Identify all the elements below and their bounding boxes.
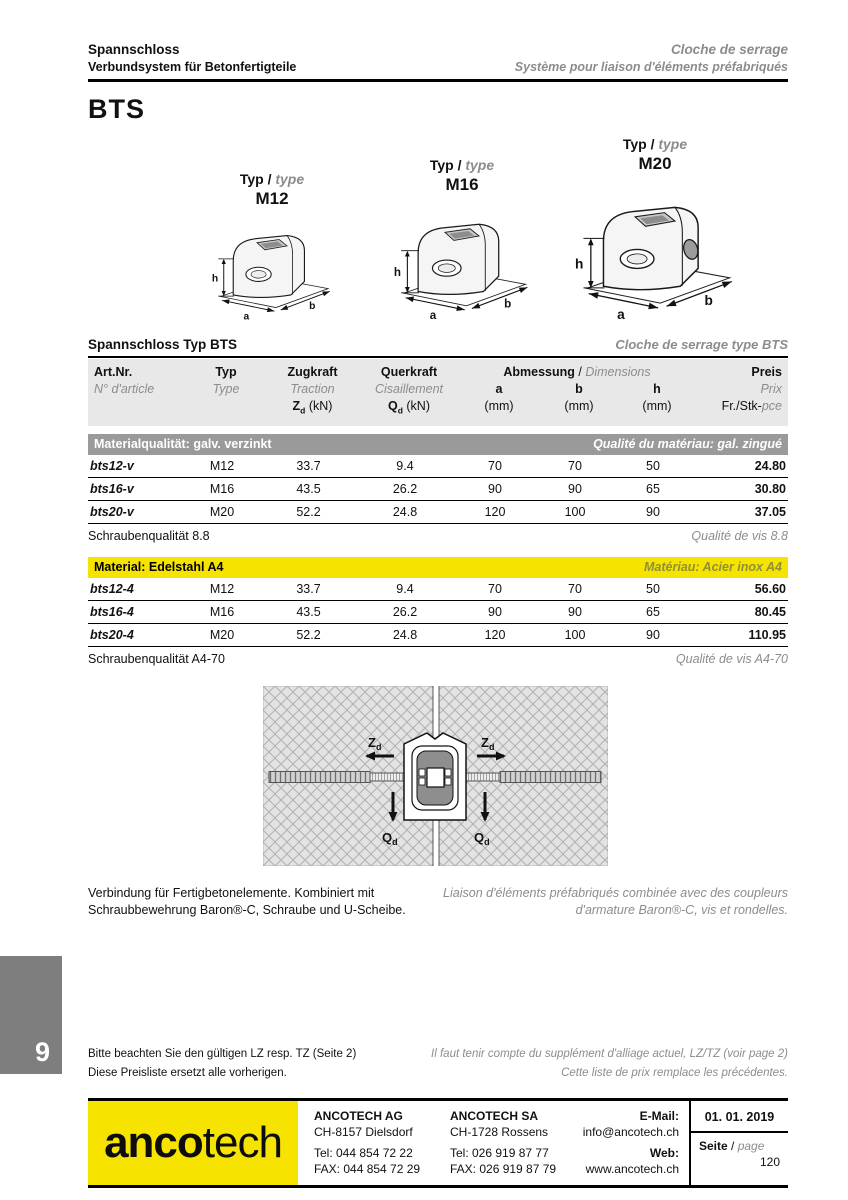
figure-m12	[177, 171, 367, 321]
cell-querkraft: 24.8	[392, 627, 418, 642]
cell-preis: 80.45	[754, 604, 786, 619]
cell-typ: M20	[209, 504, 235, 519]
cell-a: 70	[488, 581, 502, 596]
cell-b: 90	[568, 604, 582, 619]
col-preis-unit: Fr./Stk-pce	[721, 399, 782, 413]
cell-typ: M12	[209, 458, 235, 473]
note2-fr: Cette liste de prix remplace les précédentes.	[561, 1067, 788, 1079]
price-list-date: 01. 01. 2019	[691, 1101, 788, 1133]
page-indicator: Seite / page 120	[699, 1139, 780, 1169]
col-a-unit: (mm)	[484, 399, 514, 413]
cell-zugkraft: 33.7	[296, 581, 321, 596]
cell-artnr: bts20-4	[90, 627, 134, 642]
col-querkraft-de: Querkraft	[380, 365, 438, 379]
cell-h: 50	[646, 581, 660, 596]
cell-h: 90	[646, 504, 660, 519]
section-bar-galvanized: Materialqualität: galv. verzinkt Qualité du matériau: gal. zingué	[88, 434, 788, 455]
cell-artnr: bts12-v	[90, 458, 134, 473]
cell-h: 65	[646, 604, 660, 619]
contact-links	[582, 1101, 689, 1185]
figure-type-label: Typ / type	[429, 157, 495, 173]
cell-artnr: bts12-4	[90, 581, 134, 596]
cell-typ: M16	[209, 481, 235, 496]
figure-m16	[362, 157, 562, 321]
cell-zugkraft: 43.5	[296, 481, 321, 496]
cell-querkraft: 26.2	[392, 481, 418, 496]
figure-model: M16	[445, 175, 479, 194]
table-row	[88, 578, 788, 601]
col-artnr-fr: N° d'article	[94, 382, 155, 396]
page-number: 120	[759, 1155, 780, 1169]
col-dim-a: a	[495, 382, 503, 396]
cell-h: 65	[646, 481, 660, 496]
col-zugkraft-sym: $Z_d$ (kN)	[292, 399, 333, 416]
zd-label-left: $Z_d$	[368, 734, 382, 752]
table-heading	[88, 337, 788, 358]
chapter-number: 9	[34, 1037, 50, 1067]
page-header	[88, 0, 788, 82]
cell-zugkraft: 52.2	[296, 504, 321, 519]
description-de: Verbindung für Fertigbetonelemente. Kombiniert mit Schraubbewehrung Baron®-C, Schraube und U-Scheibe.	[88, 885, 406, 917]
table-row	[88, 478, 788, 501]
figure-model: M20	[638, 154, 672, 173]
address-sa: ANCOTECH SA CH-1728 Rossens Tel: 026 919 87 77 FAX: 026 919 87 79	[450, 1109, 557, 1176]
cell-zugkraft: 52.2	[296, 627, 321, 642]
cell-typ: M20	[209, 627, 235, 642]
cell-typ: M16	[209, 604, 235, 619]
cell-zugkraft: 43.5	[296, 604, 321, 619]
cell-a: 120	[484, 504, 506, 519]
cell-querkraft: 9.4	[396, 458, 414, 473]
cell-h: 50	[646, 458, 660, 473]
col-querkraft-sym: $Q_d$ (kN)	[387, 399, 430, 416]
col-preis-fr: Prix	[760, 382, 782, 396]
page-footer	[88, 1098, 788, 1188]
web-label: Web:	[649, 1146, 679, 1160]
col-typ-fr: Type	[212, 382, 240, 396]
table-row	[88, 455, 788, 478]
cell-artnr: bts16-v	[90, 481, 134, 496]
col-typ-de: Typ	[215, 365, 237, 379]
col-abmessung: Abmessung / Dimensions	[503, 365, 651, 379]
col-dim-h: h	[653, 382, 661, 396]
figure-type-label: Typ / type	[622, 136, 688, 152]
header-title-fr: Cloche de serrage	[670, 42, 788, 57]
description-fr: Liaison d'éléments préfabriqués combinée avec des coupleurs d'armature Baron®-C, vis et rondelles.	[443, 885, 788, 917]
screw-quality-note: Schraubenqualität A4-70 Qualité de vis A4-70	[88, 651, 788, 666]
col-dim-b: b	[575, 382, 583, 396]
zd-label-right: $Z_d$	[481, 734, 495, 752]
cell-preis: 24.80	[754, 458, 786, 473]
cell-b: 100	[564, 504, 586, 519]
bts-block-drawing-m16	[393, 201, 531, 321]
cell-b: 70	[568, 458, 582, 473]
cell-a: 70	[488, 458, 502, 473]
col-b-unit: (mm)	[564, 399, 594, 413]
chapter-tab	[0, 956, 62, 1074]
cell-artnr: bts16-4	[90, 604, 134, 619]
cell-b: 90	[568, 481, 582, 496]
note1-fr: Il faut tenir compte du supplément d'alliage actuel, LZ/TZ (voir page 2)	[431, 1048, 788, 1060]
cell-preis: 30.80	[754, 481, 786, 496]
cell-b: 70	[568, 581, 582, 596]
cell-typ: M12	[209, 581, 235, 596]
email-address: info@ancotech.ch	[582, 1125, 679, 1139]
figure-type-label: Typ / type	[239, 171, 305, 187]
address-ag: ANCOTECH AG CH-8157 Dielsdorf Tel: 044 854 72 22 FAX: 044 854 72 29	[314, 1109, 421, 1176]
note2-de: Diese Preisliste ersetzt alle vorherigen.	[88, 1067, 287, 1079]
company-logo: anco tech	[88, 1101, 298, 1185]
header-subtitle-fr: Système pour liaison d'éléments préfabriqués	[514, 60, 788, 74]
table-row	[88, 501, 788, 524]
qd-label-right: $Q_d$	[474, 829, 490, 847]
header-title-de: Spannschloss	[88, 42, 180, 57]
table-row	[88, 624, 788, 647]
col-zugkraft-de: Zugkraft	[287, 365, 338, 379]
product-description	[88, 885, 788, 920]
cell-a: 90	[488, 481, 502, 496]
cell-preis: 56.60	[754, 581, 786, 596]
col-h-unit: (mm)	[642, 399, 672, 413]
cell-a: 120	[484, 627, 506, 642]
screw-quality-note: Schraubenqualität 8.8 Qualité de vis 8.8	[88, 528, 788, 543]
col-artnr-de: Art.Nr.	[94, 365, 133, 379]
table-heading-de: Spannschloss Typ BTS	[88, 337, 238, 352]
web-address: www.ancotech.ch	[585, 1162, 679, 1176]
col-querkraft-fr: Cisaillement	[374, 382, 444, 396]
installation-diagram	[263, 686, 608, 866]
header-subtitle-de: Verbundsystem für Betonfertigteile	[88, 60, 297, 74]
figure-model: M12	[255, 189, 289, 208]
cell-artnr: bts20-v	[90, 504, 134, 519]
cell-b: 100	[564, 627, 586, 642]
date-page-box	[689, 1101, 788, 1185]
bts-block-drawing-m12	[211, 215, 333, 321]
table-row	[88, 601, 788, 624]
product-title: BTS	[88, 94, 145, 124]
figure-m20	[540, 136, 770, 321]
cell-querkraft: 9.4	[396, 581, 414, 596]
bottom-notes	[88, 1048, 788, 1086]
table-column-header	[88, 359, 788, 426]
qd-label-left: $Q_d$	[382, 829, 398, 847]
cell-preis: 37.05	[754, 504, 786, 519]
bts-block-drawing-m20	[574, 180, 736, 321]
cell-querkraft: 24.8	[392, 504, 418, 519]
section-bar-stainless: Material: Edelstahl A4 Matériau: Acier inox A4	[88, 557, 788, 578]
email-label: E-Mail:	[639, 1109, 679, 1123]
cell-h: 90	[646, 627, 660, 642]
note1-de: Bitte beachten Sie den gültigen LZ resp. TZ (Seite 2)	[88, 1048, 357, 1060]
col-zugkraft-fr: Traction	[290, 382, 335, 396]
col-preis-de: Preis	[751, 365, 782, 379]
cell-querkraft: 26.2	[392, 604, 418, 619]
cell-zugkraft: 33.7	[296, 458, 321, 473]
cell-a: 90	[488, 604, 502, 619]
cell-preis: 110.95	[748, 627, 786, 642]
table-heading-fr: Cloche de serrage type BTS	[615, 337, 788, 352]
product-figures	[88, 129, 788, 321]
